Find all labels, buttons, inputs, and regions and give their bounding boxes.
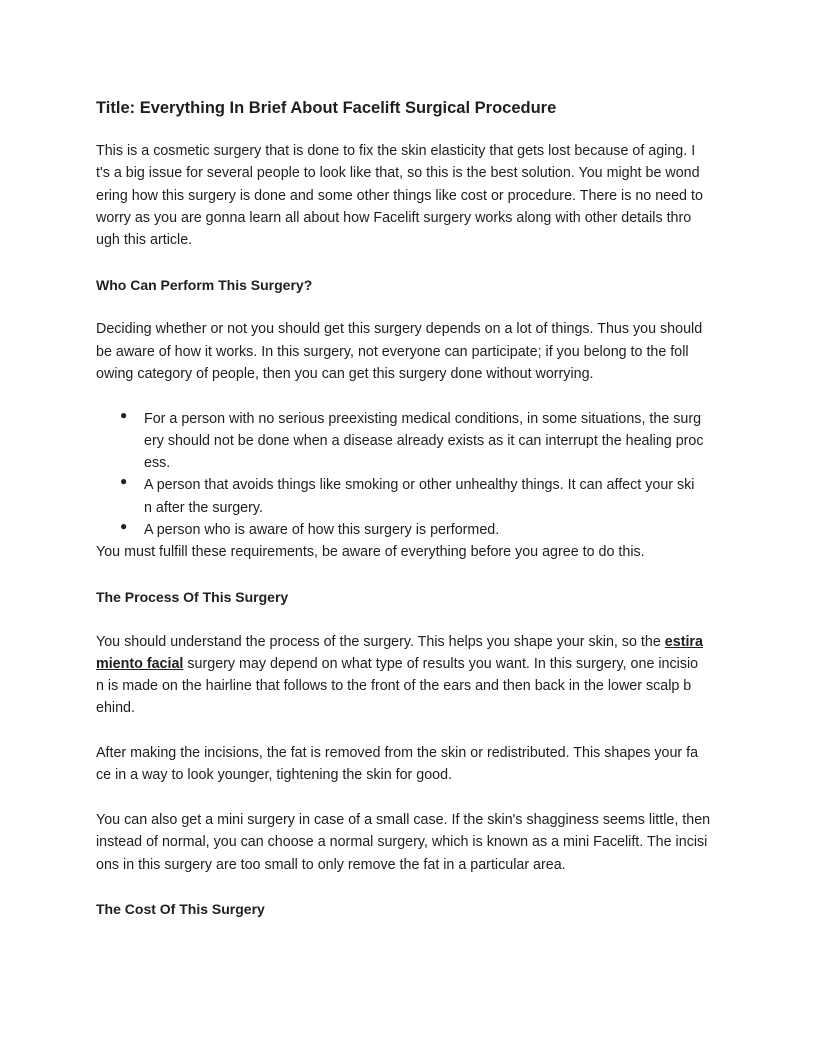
requirements-list <box>96 408 721 542</box>
text-line: For a person with no serious preexisting medical conditions, in some situations, the surg <box>144 410 702 427</box>
list-item <box>96 474 721 519</box>
text-line: ering how this surgery is done and some other things like cost or procedure. There is no need to <box>96 187 703 204</box>
section-heading-process: The Process Of This Surgery <box>96 588 289 605</box>
bullet-icon: ● <box>120 519 128 534</box>
page-title: Title: Everything In Brief About Facelift Surgical Procedure <box>96 99 557 117</box>
text-line: owing category of people, then you can get this surgery done without worrying. <box>96 365 594 382</box>
text-line: t's a big issue for several people to look like that, so this is the best solution. You might be wond <box>96 165 700 182</box>
text-line: worry as you are gonna learn all about how Facelift surgery works along with other details thro <box>96 209 692 226</box>
text-line: ce in a way to look younger, tightening the skin for good. <box>96 767 453 784</box>
estiramiento-facial-link[interactable]: miento facial <box>96 655 184 672</box>
text-line: ess. <box>144 455 171 472</box>
text-span: surgery may depend on what type of results you want. In this surgery, one incisio <box>183 655 699 672</box>
text-line: Deciding whether or not you should get this surgery depends on a lot of things. Thus you should <box>96 321 703 338</box>
text-line: ugh this article. <box>96 232 193 249</box>
text-line: n after the surgery. <box>144 499 263 516</box>
text-line: ons in this surgery are too small to only remove the fat in a particular area. <box>96 856 566 873</box>
text-line: n is made on the hairline that follows to the front of the ears and then back in the lower scalp b <box>96 678 692 695</box>
text-line: ehind. <box>96 700 135 717</box>
text-line: You can also get a mini surgery in case of a small case. If the skin's shagginess seems little, then <box>96 811 711 828</box>
bullet-icon: ● <box>120 407 128 422</box>
section2-paragraph-1 <box>96 631 721 720</box>
bullet-icon: ● <box>120 474 128 489</box>
intro-paragraph <box>96 140 721 251</box>
text-span: You should understand the process of the surgery. This helps you shape your skin, so the <box>96 633 665 650</box>
list-item <box>96 519 721 541</box>
section2-paragraph-2 <box>96 742 721 787</box>
text-line: instead of normal, you can choose a normal surgery, which is known as a mini Facelift. The incisi <box>96 834 708 851</box>
list-item <box>96 408 721 475</box>
text-line: A person that avoids things like smoking or other unhealthy things. It can affect your ski <box>144 477 695 494</box>
closing-line: You must fulfill these requirements, be aware of everything before you agree to do this. <box>96 544 645 561</box>
estiramiento-facial-link[interactable]: estira <box>664 633 703 650</box>
document-body <box>96 96 721 920</box>
text-line <box>96 653 721 675</box>
section-heading-cost: The Cost Of This Surgery <box>96 901 265 918</box>
section2-paragraph-3 <box>96 809 721 876</box>
text-line: This is a cosmetic surgery that is done to fix the skin elasticity that gets lost because of aging. I <box>96 143 696 159</box>
section-heading-who: Who Can Perform This Surgery? <box>96 276 313 293</box>
text-line: After making the incisions, the fat is removed from the skin or redistributed. This shapes your fa <box>96 745 699 762</box>
text-line <box>96 631 721 653</box>
section1-paragraph <box>96 318 721 385</box>
text-line: ery should not be done when a disease already exists as it can interrupt the healing proc <box>144 432 704 449</box>
text-line: be aware of how it works. In this surgery, not everyone can participate; if you belong to the foll <box>96 343 689 360</box>
text-line: A person who is aware of how this surgery is performed. <box>144 522 500 539</box>
